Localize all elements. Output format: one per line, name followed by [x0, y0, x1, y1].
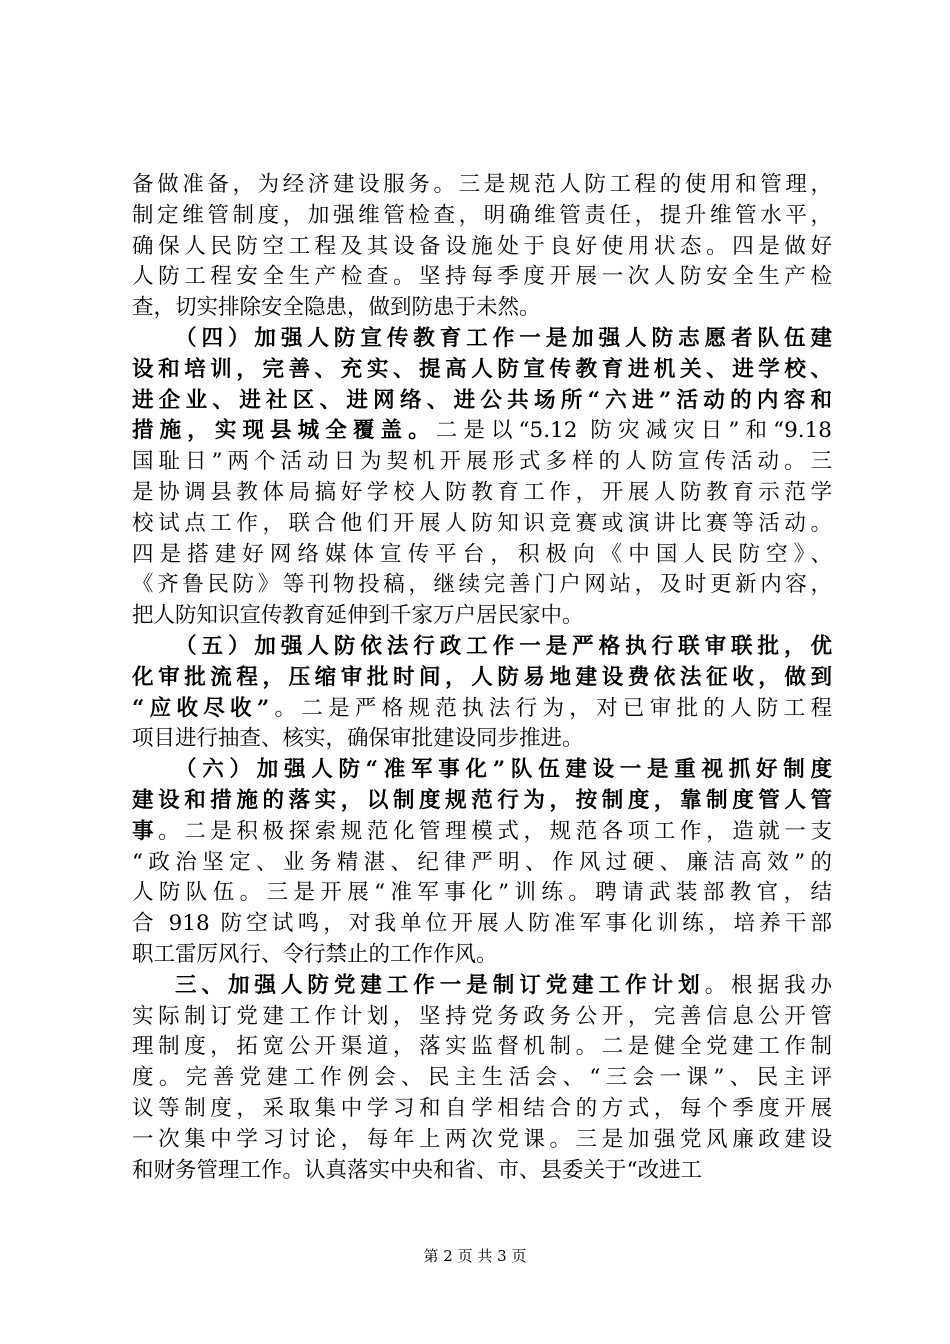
bold-text-run: （五）加强人防依法行政工作一是严格执行联审联批，优 — [175, 633, 832, 659]
text-line — [132, 293, 832, 324]
text-line — [132, 386, 832, 417]
text-run: 项目进行抽查、核实，确保审批建设同步推进。 — [132, 726, 584, 752]
paragraph-2 — [132, 324, 832, 632]
text-line — [132, 1125, 832, 1156]
text-line — [132, 848, 832, 879]
bold-text-run: 设和培训，完善、充实、提高人防宣传教育进机关、进学校、 — [132, 356, 832, 382]
text-line — [132, 570, 832, 601]
text-run: 。二是严格规范执法行为，对已审批的人防工程 — [269, 695, 832, 721]
text-run: 实际制订党建工作计划，坚持党务政务公开，完善信息公开管 — [132, 1003, 832, 1029]
text-run: 备做准备，为经济建设服务。三是规范人防工程的使用和管理， — [132, 172, 832, 197]
text-line — [132, 786, 832, 817]
text-run: 是协调县教体局搞好学校人防教育工作，开展人防教育示范学 — [132, 479, 832, 505]
text-line — [132, 1032, 832, 1063]
bold-text-run: 措施，实现县城全覆盖。 — [132, 418, 436, 444]
text-line — [132, 509, 832, 540]
text-run: 议等制度，采取集中学习和自学相结合的方式，每个季度开展 — [132, 1095, 832, 1121]
text-line — [132, 201, 832, 232]
text-line — [132, 1094, 832, 1125]
text-run: 四是搭建好网络媒体宣传平台，积极向《中国人民防空》、 — [132, 541, 832, 567]
page-number-label: 第 2 页 共 3 页 — [423, 1247, 527, 1265]
bold-text-run: （六）加强人防“准军事化”队伍建设一是重视抓好制度 — [175, 757, 832, 783]
text-line — [132, 262, 832, 293]
text-line — [132, 940, 832, 971]
text-line — [132, 601, 832, 632]
text-line — [132, 478, 832, 509]
text-line — [132, 909, 832, 940]
text-run: 理制度，拓宽公开渠道，落实监督机制。二是健全党建工作制 — [132, 1034, 832, 1060]
text-line — [132, 416, 832, 447]
text-run: 一次集中学习讨论，每年上两次党课。三是加强党风廉政建设 — [132, 1126, 832, 1152]
text-run: 。二是积极探索规范化管理模式，规范各项工作，造就一支 — [158, 818, 832, 844]
text-line — [132, 355, 832, 386]
paragraph-3 — [132, 632, 832, 755]
document-body — [132, 170, 832, 1186]
text-run: 把人防知识宣传教育延伸到千家万户居民家中。 — [132, 603, 584, 629]
text-run: 。根据我办 — [704, 972, 832, 998]
text-line — [132, 878, 832, 909]
text-run: 二是以“5.12 防灾减灾日”和“9.18 — [435, 418, 832, 444]
text-line — [132, 540, 832, 571]
text-line — [132, 324, 832, 355]
bold-text-run: 事 — [132, 818, 159, 844]
text-line — [132, 971, 832, 1002]
text-line — [132, 724, 832, 755]
bold-text-run: 建设和措施的落实，以制度规范行为，按制度，靠制度管人管 — [132, 787, 832, 813]
text-line — [132, 1156, 832, 1187]
text-line — [132, 170, 832, 201]
text-run: 确保人民防空工程及其设备设施处于良好使用状态。四是做好 — [132, 233, 832, 259]
text-line — [132, 232, 832, 263]
text-line — [132, 694, 832, 725]
text-line — [132, 663, 832, 694]
text-line — [132, 1002, 832, 1033]
bold-text-run: 化审批流程，压缩审批时间，人防易地建设费依法征收，做到 — [132, 664, 832, 690]
bold-text-run: 三、加强人防党建工作一是制订党建工作计划 — [175, 972, 705, 998]
text-line — [132, 817, 832, 848]
text-line — [132, 755, 832, 786]
text-run: 人防队伍。三是开展“准军事化”训练。聘请武装部教官，结 — [132, 880, 832, 906]
bold-text-run: （四）加强人防宣传教育工作一是加强人防志愿者队伍建 — [175, 325, 832, 351]
text-run: 和财务管理工作。认真落实中央和省、市、县委关于“改进工 — [132, 1157, 702, 1183]
text-run: “政治坚定、业务精湛、纪律严明、作风过硬、廉洁高效”的 — [132, 849, 832, 875]
bold-text-run: 进企业、进社区、进网络、进公共场所“六进”活动的内容和 — [132, 387, 832, 413]
page-footer — [0, 1245, 950, 1266]
text-run: 校试点工作，联合他们开展人防知识竞赛或演讲比赛等活动。 — [132, 510, 832, 536]
text-line — [132, 1063, 832, 1094]
paragraph-5 — [132, 971, 832, 1187]
text-run: 查，切实排除安全隐患，做到防患于未然。 — [132, 295, 541, 321]
text-line — [132, 632, 832, 663]
text-run: 国耻日”两个活动日为契机开展形式多样的人防宣传活动。三 — [132, 449, 832, 475]
bold-text-run: “应收尽收” — [132, 695, 270, 721]
paragraph-4 — [132, 755, 832, 971]
text-run: 职工雷厉风行、令行禁止的工作作风。 — [132, 941, 498, 967]
text-run: 合 918 防空试鸣，对我单位开展人防准军事化训练，培养干部 — [132, 911, 832, 937]
text-run: 《齐鲁民防》等刊物投稿，继续完善门户网站，及时更新内容， — [132, 572, 832, 598]
text-run: 度。完善党建工作例会、民主生活会、“三会一课”、民主评 — [132, 1065, 832, 1091]
text-run: 制定维管制度，加强维管检查，明确维管责任，提升维管水平， — [132, 202, 832, 228]
text-line — [132, 447, 832, 478]
text-run: 人防工程安全生产检查。坚持每季度开展一次人防安全生产检 — [132, 264, 832, 290]
paragraph-1 — [132, 170, 832, 324]
